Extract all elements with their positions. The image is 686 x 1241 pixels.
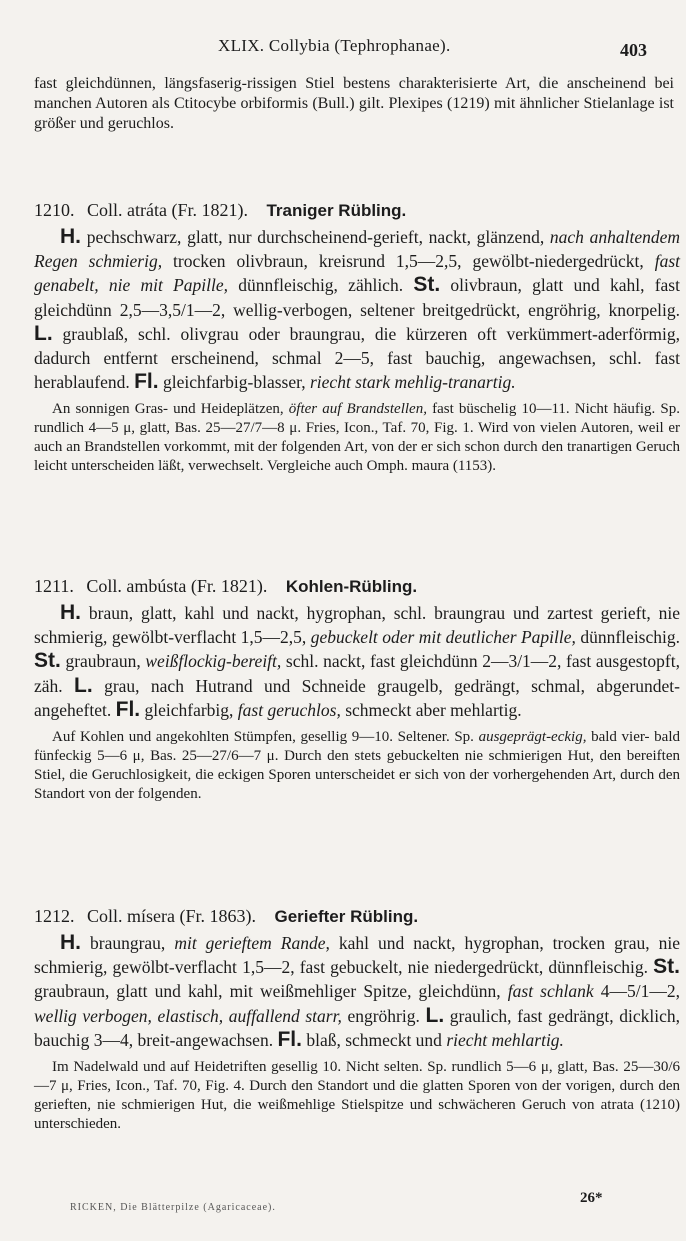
fleisch-text-2: schmeckt aber mehlartig. bbox=[340, 699, 522, 720]
label-stiel: St. bbox=[653, 955, 680, 979]
entry-number: 1210. bbox=[34, 200, 75, 220]
stiel-italic: fast schlank bbox=[507, 981, 594, 1002]
label-lamellen: L. bbox=[34, 321, 53, 345]
species-entry-1210 bbox=[34, 198, 680, 476]
hut-text-2: kahl und nackt, hygrophan, trocken grau, nie schmierig, gewölbt-verflacht 1,5—2, fast gebuckelt, nie niedergedrückt, dünnfleischig. bbox=[34, 933, 680, 978]
stiel-text-2: schl. nackt, fast gleichdünn 2—3/1—2, fast ausgestopft, zäh. bbox=[34, 651, 680, 696]
fleisch-italic: riecht mehlartig. bbox=[446, 1029, 564, 1050]
entry-heading bbox=[34, 574, 680, 599]
label-hut: H. bbox=[60, 931, 81, 954]
common-name: Geriefter Rübling. bbox=[274, 907, 419, 926]
entry-description bbox=[34, 225, 680, 394]
fleisch-text: gleichfarbig, bbox=[140, 699, 238, 720]
signature-mark: 26* bbox=[580, 1190, 603, 1206]
scientific-name: Coll. ambústa (Fr. 1821). bbox=[86, 576, 268, 596]
label-hut: H. bbox=[60, 601, 81, 624]
hut-italic: mit gerieftem Rande, bbox=[174, 933, 330, 953]
scientific-name: Coll. mísera (Fr. 1863). bbox=[87, 906, 256, 926]
entry-heading bbox=[34, 904, 680, 929]
stiel-text: olivbraun, glatt und kahl, fast gleichdünn 2,5—3,5/1—2, wellig-verbogen, seltener breitgedrückt, engröhrig, knorpelig. bbox=[34, 275, 680, 320]
running-title: XLIX. Collybia (Tephrophanae). bbox=[218, 36, 451, 55]
running-head bbox=[0, 36, 686, 60]
label-fleisch: Fl. bbox=[277, 1027, 302, 1051]
notes-italic: öfter auf Brandstellen, bbox=[288, 401, 427, 418]
entry-notes bbox=[34, 400, 680, 476]
entry-description bbox=[34, 601, 680, 722]
label-stiel: St. bbox=[34, 649, 61, 673]
stiel-italic-2: wellig verbogen, elastisch, auffallend starr, bbox=[34, 1005, 342, 1026]
label-lamellen: L. bbox=[425, 1003, 445, 1027]
common-name: Kohlen-Rübling. bbox=[285, 577, 418, 596]
hut-text: braungrau, bbox=[81, 933, 175, 953]
hut-text-2: dünnfleischig. bbox=[575, 627, 680, 648]
notes-text: Im Nadelwald und auf Heidetriften gesellig 10. Nicht selten. Sp. rundlich 5—6 μ, glatt, Bas. 25—30/6—7 μ, Fries, Icon., Taf. 70, Fig. 4. Durch den Standort und die glatten Sporen von der vorigen, durch den gerieften, nie schmierigen Hut, die weißmehlige Stielspitze und schwächeren Geruch von atrata (1210) unterschieden. bbox=[34, 1059, 680, 1133]
label-stiel: St. bbox=[413, 273, 441, 297]
notes-text: Auf Kohlen und angekohlten Stümpfen, gesellig 9—10. Seltener. Sp. bbox=[52, 729, 479, 746]
hut-text: pechschwarz, glatt, nur durchscheinend-gerieft, nackt, glänzend, bbox=[81, 227, 550, 247]
hut-italic: nach anhaltendem Regen schmierig, bbox=[34, 227, 680, 272]
stiel-text: graubraun, glatt und kahl, mit weißmehliger Spitze, gleichdünn, bbox=[34, 981, 508, 1002]
entry-description bbox=[34, 931, 680, 1052]
notes-italic: ausgeprägt-eckig, bbox=[478, 729, 587, 746]
species-entry-1211 bbox=[34, 574, 680, 804]
hut-text: braun, glatt, kahl und nackt, hygrophan, schl. braungrau und zartest gerieft, nie schmierig, gewölbt-verflacht 1,5—2,5, bbox=[34, 603, 680, 648]
notes-text-2: bald vier- bald fünfeckig 5—6 μ, Bas. 25—27/6—7 μ. Durch den stets gebuckelten nie schmierigen Hut, den bereiften Stiel, die Geruchlosigkeit, die eckigen Sporen unterscheidet er sich von der vorhergehenden Art, durch den Standort von der folgenden. bbox=[34, 729, 680, 803]
notes-text: An sonnigen Gras- und Heideplätzen, bbox=[52, 401, 289, 418]
fleisch-text: blaß, schmeckt und bbox=[301, 1029, 447, 1050]
lamellen-text: grau, nach Hutrand und Schneide graugelb, gedrängt, schmal, abgerundet-angeheftet. bbox=[34, 675, 680, 720]
entry-number: 1212. bbox=[34, 906, 75, 926]
hut-text-3: dünnfleischig, zählich. bbox=[228, 275, 414, 296]
label-hut: H. bbox=[60, 225, 81, 248]
lamellen-text: graulich, fast gedrängt, dicklich, bauchig 3—4, breit-angewachsen. bbox=[34, 1005, 680, 1050]
stiel-text-2: 4—5/1—2, bbox=[593, 981, 680, 1002]
page-number: 403 bbox=[620, 40, 647, 60]
stiel-italic: weißflockig-bereift, bbox=[145, 651, 282, 672]
fleisch-italic: riecht stark mehlig-tranartig. bbox=[309, 372, 516, 393]
scientific-name: Coll. atráta (Fr. 1821). bbox=[87, 200, 248, 220]
label-lamellen: L. bbox=[74, 673, 93, 697]
hut-italic-2: fast genabelt, nie mit Papille, bbox=[34, 251, 680, 296]
fleisch-italic: fast geruchlos, bbox=[237, 699, 341, 720]
fleisch-text: gleichfarbig-blasser, bbox=[158, 372, 310, 393]
entry-notes bbox=[34, 1058, 680, 1134]
species-entry-1212 bbox=[34, 904, 680, 1134]
notes-text-2: fast büschelig 10—11. Nicht häufig. Sp. rundlich 4—5 μ, glatt, Bas. 25—27/7—8 μ. Fries, Icon., Taf. 70, Fig. 1. Wird von vielen Autoren, weil er auch an Brandstellen vorkommt, mit der folgenden Art, von der er sich schon durch den tranartigen Geruch leicht unterscheiden läßt, verwechselt. Vergleiche auch Omph. maura (1153). bbox=[34, 401, 681, 475]
stiel-text: graubraun, bbox=[60, 651, 146, 672]
entry-notes bbox=[34, 728, 680, 804]
label-fleisch: Fl. bbox=[115, 697, 141, 721]
intro-paragraph: fast gleichdünnen, längsfaserig-rissigen Stiel bestens charakterisierte Art, die anscheinend bei manchen Autoren als Ctitocybe orbiformis (Bull.) gilt. Plexipes (1219) mit ähnlicher Stielanlage ist größer und geruchlos. bbox=[34, 75, 674, 132]
stiel-text-3: engröhrig. bbox=[341, 1005, 426, 1026]
lamellen-text: graublaß, schl. olivgrau oder braungrau, die kürzeren oft verkümmert-aderförmig, dadurch entfernt erscheinend, schmal 2—5, fast bauchig, angewachsen, schl. fast herablaufend. bbox=[34, 323, 680, 393]
hut-italic: gebuckelt oder mit deutlicher Papille, bbox=[310, 627, 576, 648]
hut-text-2: trocken olivbraun, kreisrund 1,5—2,5, gewölbt-niedergedrückt, bbox=[162, 251, 655, 272]
common-name: Traniger Rübling. bbox=[266, 201, 407, 220]
entry-number: 1211. bbox=[34, 576, 74, 596]
label-fleisch: Fl. bbox=[134, 370, 159, 394]
page-footer: RICKEN, Die Blätterpilze (Agaricaceae). bbox=[70, 1202, 276, 1213]
entry-heading bbox=[34, 198, 680, 223]
